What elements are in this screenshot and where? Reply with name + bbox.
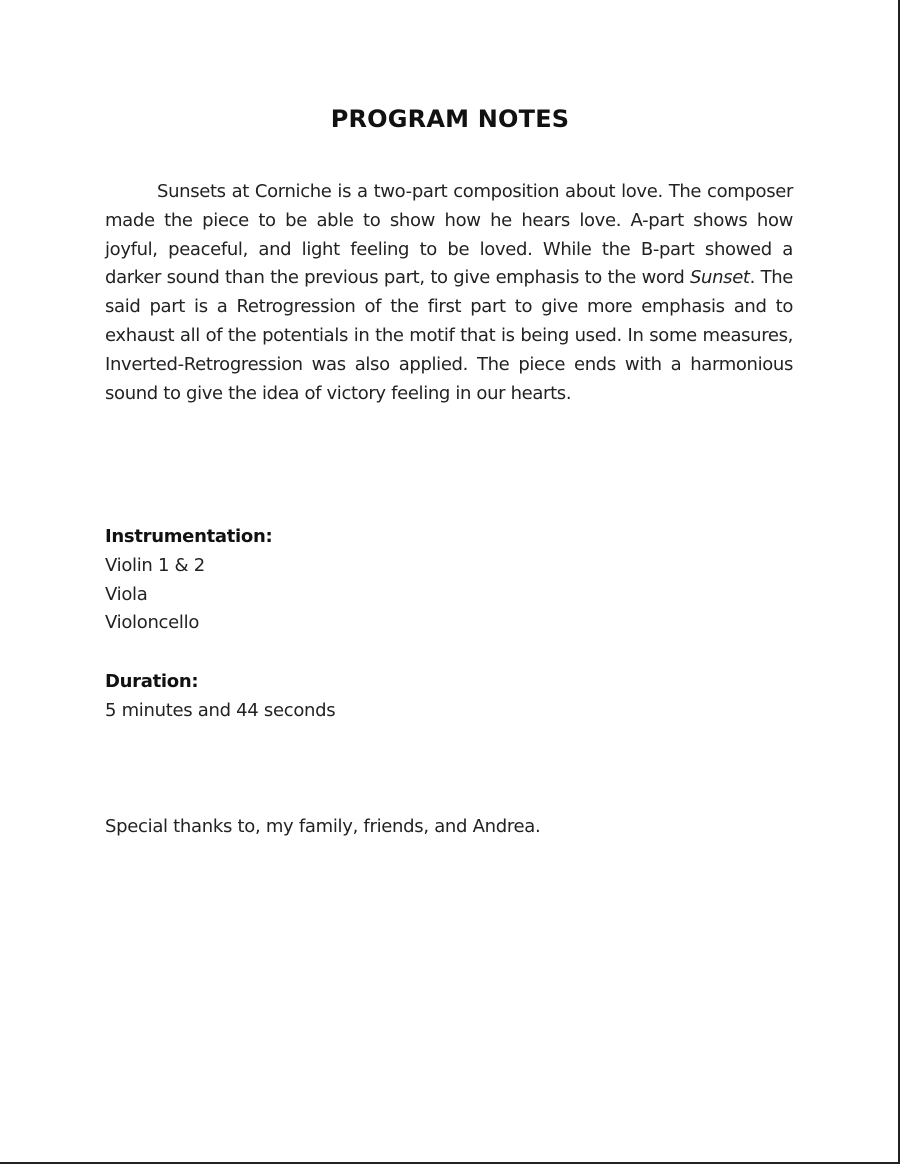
instrument-item: Violoncello xyxy=(105,612,200,634)
notes-text-part-2: . The said part is a Retrogression of the first part to give more emphasis and to exhaust all of the potentials in the motif that is being used. In some measures, Inverted-Retrogression was also applied. The piece ends with a harmonious sound to give the idea of victory feeling in our hearts. xyxy=(105,267,794,404)
instrument-item: Viola xyxy=(105,583,148,605)
notes-text-part-1: Sunsets at Corniche is a two-part composition about love. The composer made the piece to be able to show how he hears love. A-part shows how joyful, peaceful, and light feeling to be loved. While the B-part showed a darker sound than the previous part, to give emphasis to the word xyxy=(105,181,793,289)
duration-heading: Duration: xyxy=(105,671,199,692)
duration-section xyxy=(105,668,805,726)
notes-italic-word: Sunset xyxy=(689,267,750,289)
page-title: PROGRAM NOTES xyxy=(330,105,570,133)
instrument-item: Violin 1 & 2 xyxy=(105,554,205,576)
acknowledgement-text: Special thanks to, my family, friends, and Andrea. xyxy=(105,816,541,837)
instrumentation-heading: Instrumentation: xyxy=(105,526,273,547)
instrumentation-section xyxy=(105,523,805,638)
duration-value: 5 minutes and 44 seconds xyxy=(105,699,336,721)
program-notes-paragraph xyxy=(105,178,793,408)
